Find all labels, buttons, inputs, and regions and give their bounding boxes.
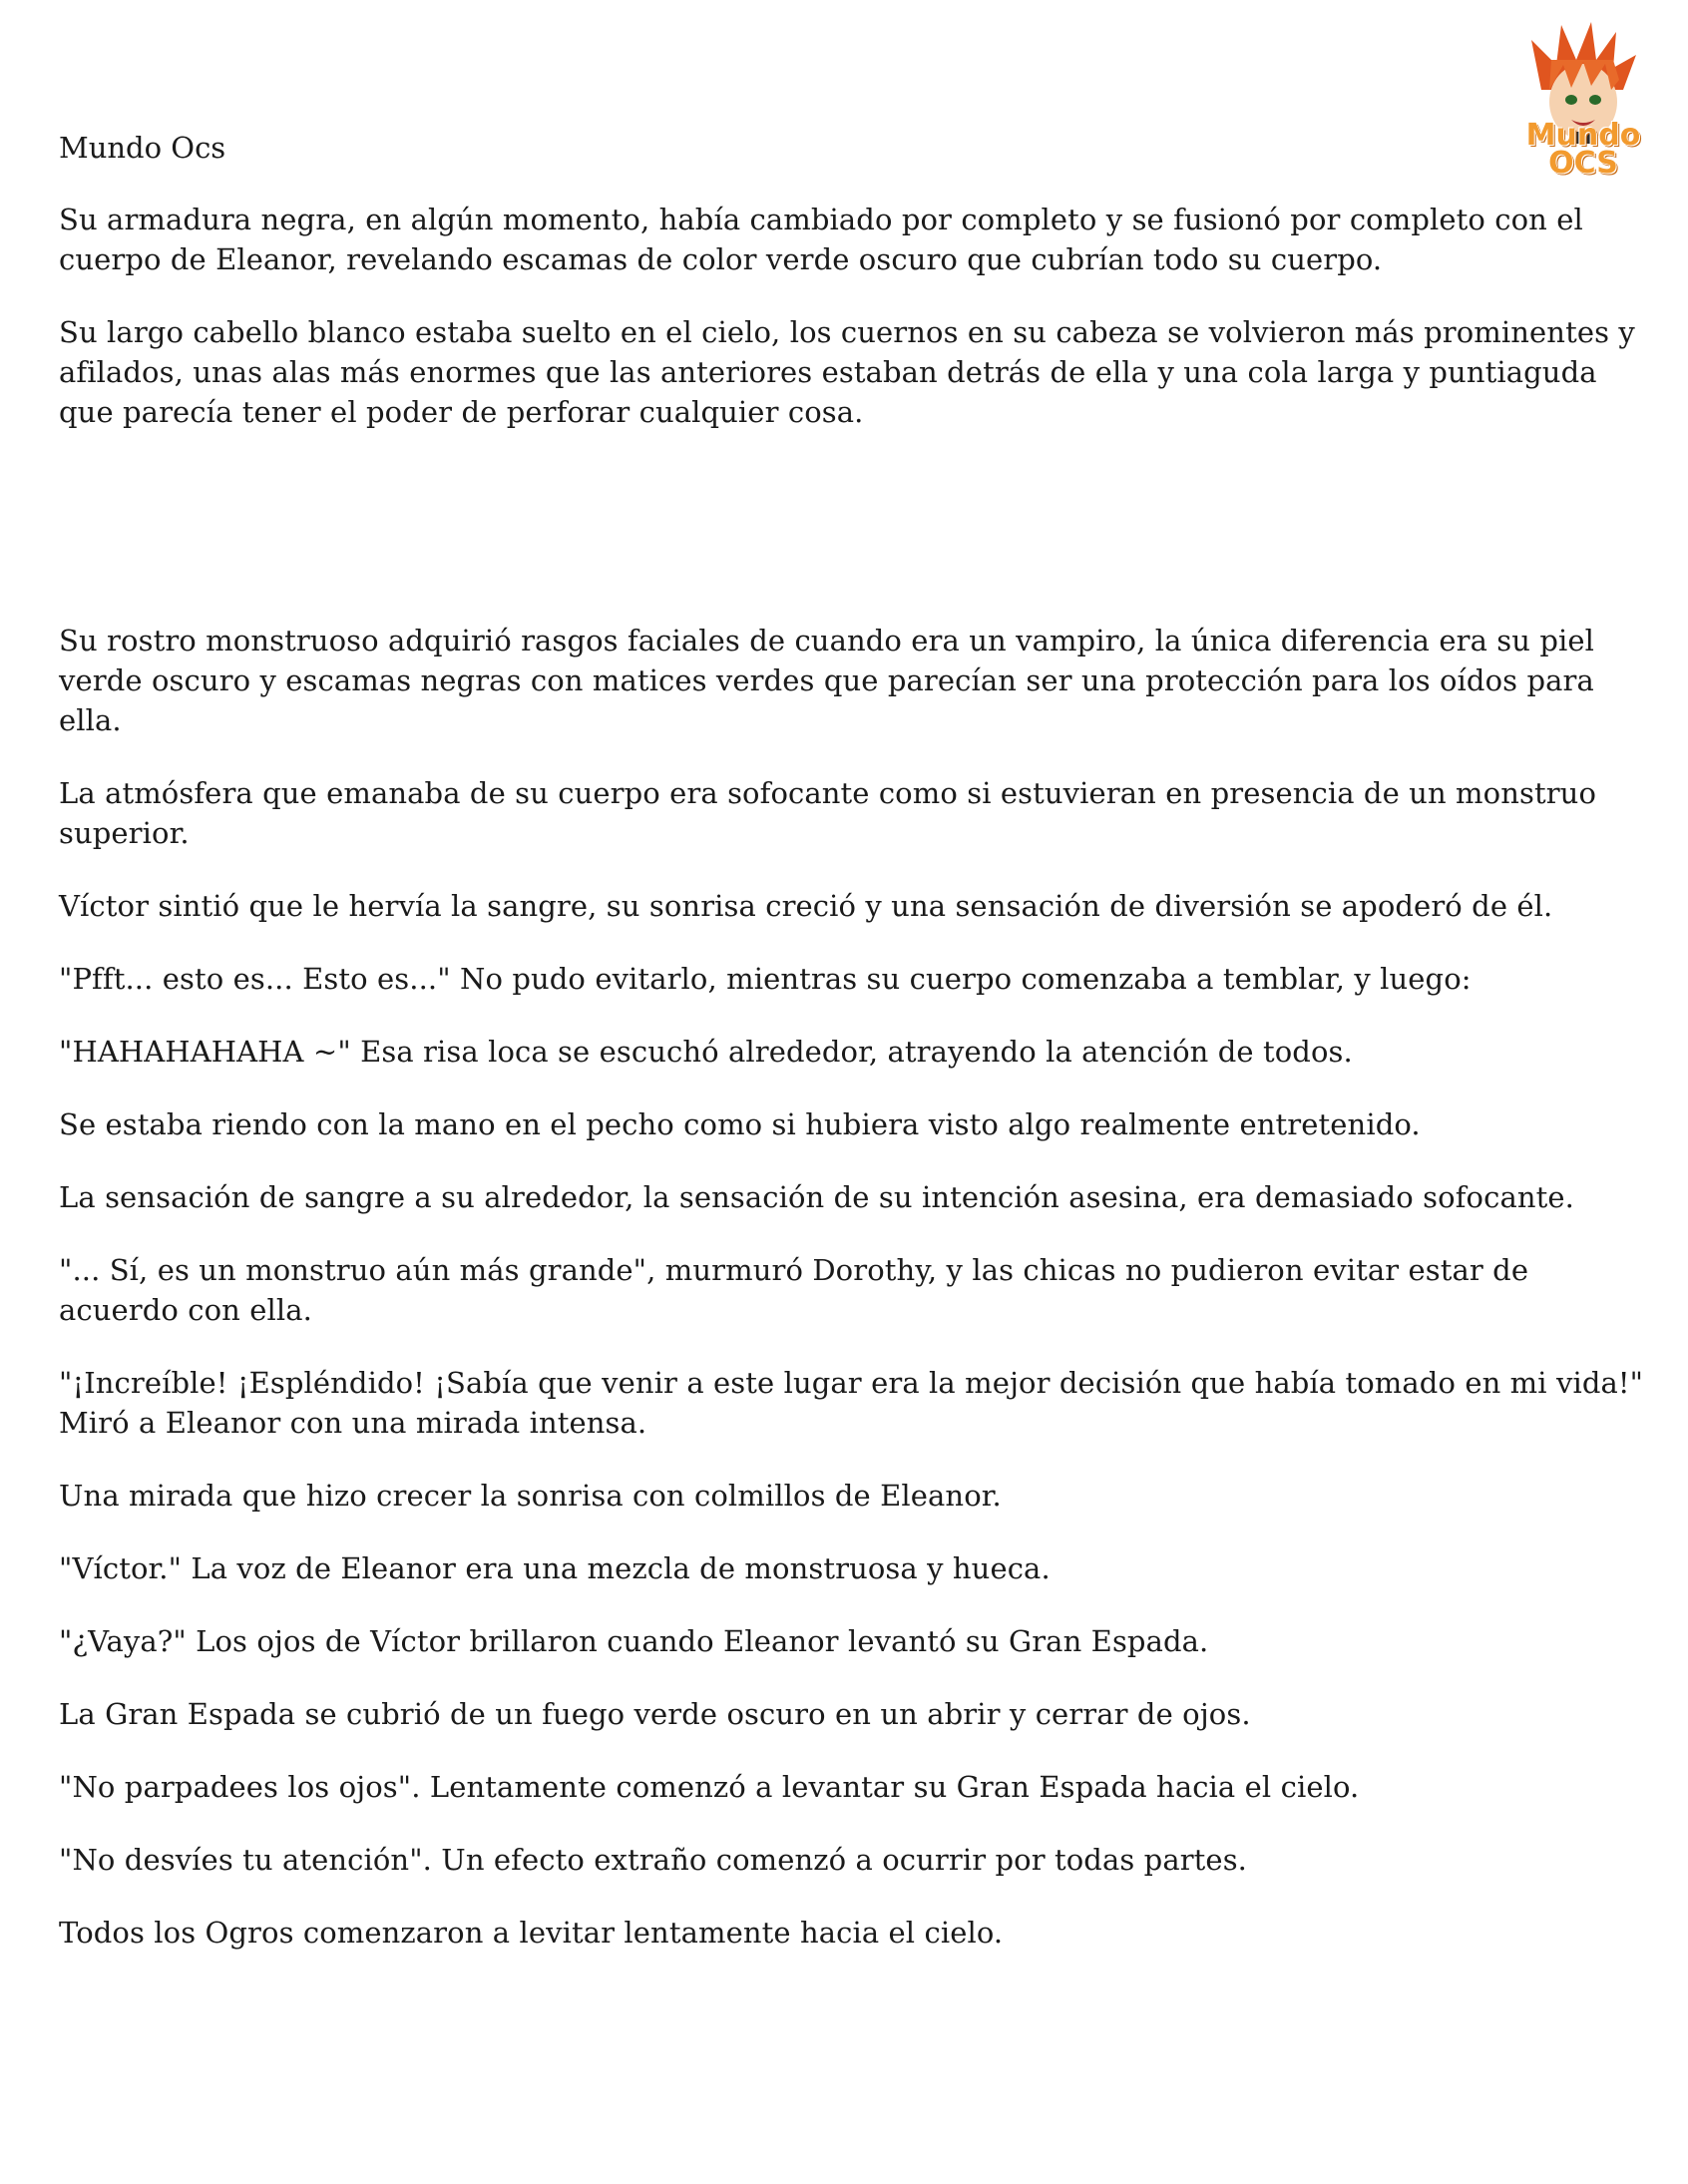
paragraph: "¿Vaya?" Los ojos de Víctor brillaron cuando Eleanor levantó su Gran Espada. — [59, 1624, 1209, 1658]
paragraph: Su largo cabello blanco estaba suelto en el cielo, los cuernos en su cabeza se volvieron más prominentes y afilados, unas alas más enormes que las anteriores estaban detrás de ella y una cola larga y puntiaguda que parecía tener el poder de perforar cualquier cosa. — [59, 315, 1635, 429]
paragraph: Todos los Ogros comenzaron a levitar lentamente hacia el cielo. — [59, 1916, 1004, 1950]
paragraph: "Pfft... esto es... Esto es..." No pudo evitarlo, mientras su cuerpo comenzaba a temblar, y luego: — [59, 962, 1472, 996]
paragraph: La sensación de sangre a su alrededor, la sensación de su intención asesina, era demasiado sofocante. — [59, 1180, 1574, 1214]
logo-text-line1: Mundo — [1525, 118, 1641, 153]
paragraph: "No desvíes tu atención". Un efecto extraño comenzó a ocurrir por todas partes. — [59, 1843, 1247, 1877]
paragraph: Víctor sintió que le hervía la sangre, su sonrisa creció y una sensación de diversión se apoderó de él. — [59, 889, 1553, 923]
paragraph: "¡Increíble! ¡Espléndido! ¡Sabía que venir a este lugar era la mejor decisión que había tomado en mi vida!" Miró a Eleanor con una mirada intensa. — [59, 1366, 1644, 1440]
paragraph: "... Sí, es un monstruo aún más grande", murmuró Dorothy, y las chicas no pudieron evitar estar de acuerdo con ella. — [59, 1253, 1529, 1327]
document-body — [59, 128, 1655, 1985]
paragraph: "Víctor." La voz de Eleanor era una mezcla de monstruosa y hueca. — [59, 1551, 1051, 1585]
paragraph: Su armadura negra, en algún momento, había cambiado por completo y se fusionó por completo con el cuerpo de Eleanor, revelando escamas de color verde oscuro que cubrían todo su cuerpo. — [59, 203, 1583, 276]
paragraph: "HAHAHAHAHA ~" Esa risa loca se escuchó alrededor, atrayendo la atención de todos. — [59, 1035, 1353, 1069]
document-header: Mundo Ocs — [59, 131, 226, 165]
paragraph: La atmósfera que emanaba de su cuerpo era sofocante como si estuvieran en presencia de un monstruo superior. — [59, 776, 1597, 850]
paragraph: "No parpadees los ojos". Lentamente comenzó a levantar su Gran Espada hacia el cielo. — [59, 1770, 1360, 1804]
paragraph: Su rostro monstruoso adquirió rasgos faciales de cuando era un vampiro, la única diferencia era su piel verde oscuro y escamas negras con matices verdes que parecían ser una protección para los oídos para ella. — [59, 624, 1595, 737]
paragraph: Se estaba riendo con la mano en el pecho como si hubiera visto algo realmente entretenido. — [59, 1107, 1421, 1141]
logo-text-line2: OCS — [1548, 146, 1618, 181]
blank-gap — [59, 465, 1655, 621]
paragraph: Una mirada que hizo crecer la sonrisa con colmillos de Eleanor. — [59, 1479, 1002, 1513]
paragraph: La Gran Espada se cubrió de un fuego verde oscuro en un abrir y cerrar de ojos. — [59, 1697, 1251, 1731]
